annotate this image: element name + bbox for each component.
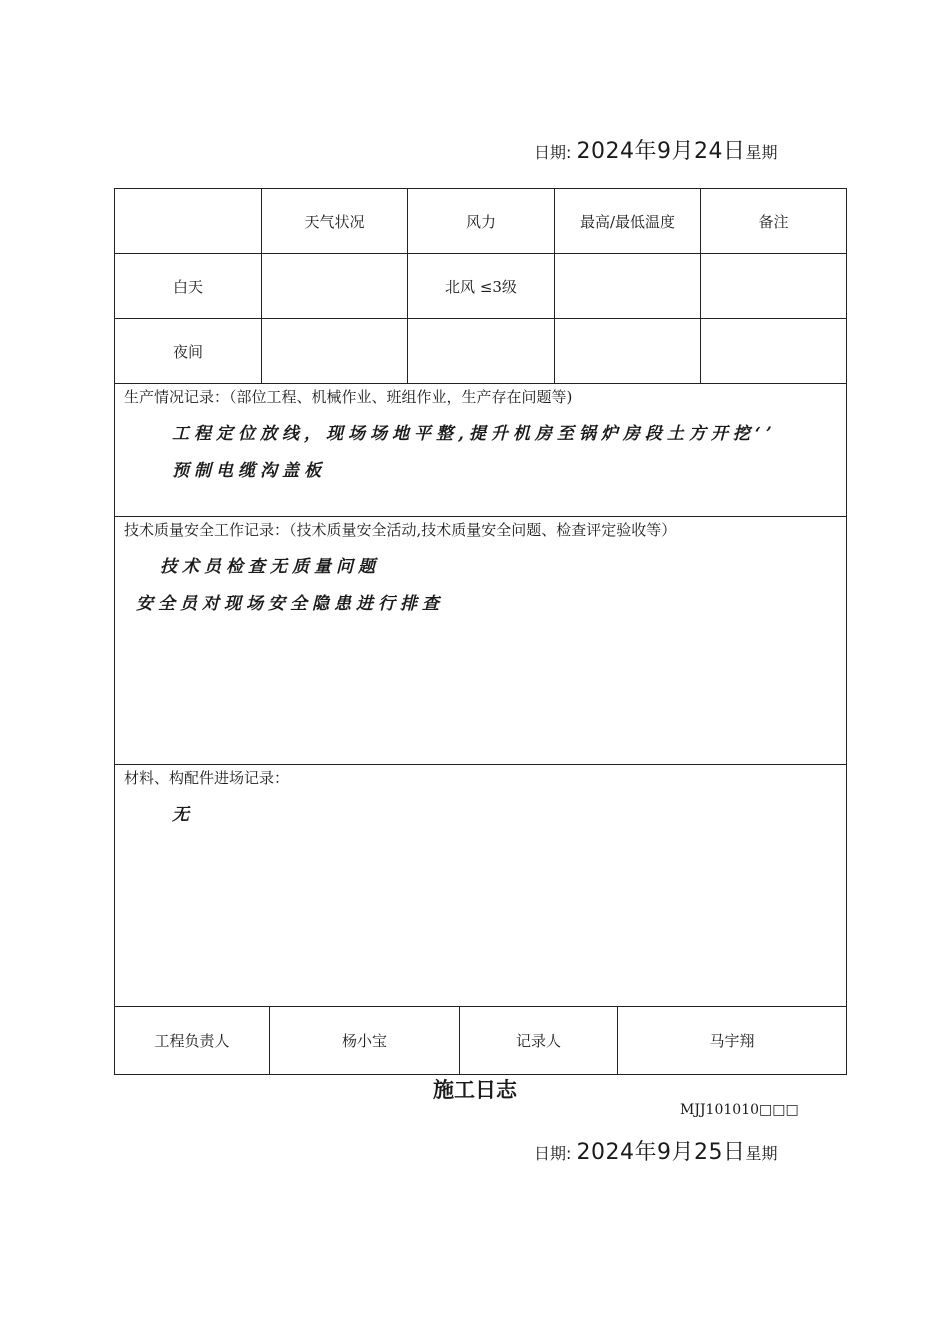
form-code: MJJ101010□□□ (680, 1102, 799, 1118)
weather-row-day-wind: 北风 ≤3级 (408, 254, 555, 319)
production-record-line: 预制电缆沟盖板 (172, 461, 326, 481)
tech-quality-safety-section (114, 516, 847, 765)
date-value: 2024年9月25日 (576, 1140, 746, 1165)
weather-row-night-note (701, 319, 846, 384)
weekday-label: 星期 (745, 143, 778, 162)
page-title: 施工日志 (433, 1078, 517, 1102)
date-value: 2024年9月24日 (576, 139, 746, 164)
weather-table (114, 188, 847, 384)
signoff-table (114, 1006, 847, 1075)
manager-label: 工程负责人 (115, 1007, 270, 1074)
log-date (534, 1135, 778, 1166)
tech-quality-safety-heading: 技术质量安全工作记录：（技术质量安全活动,技术质量安全问题、检查评定验收等） (124, 521, 677, 539)
date-label: 日期: (534, 143, 572, 162)
weather-row-day-note (701, 254, 846, 319)
weather-header-blank (115, 189, 262, 254)
weather-header-temp: 最高/最低温度 (555, 189, 701, 254)
weather-row-night-wind (408, 319, 555, 384)
log-date (534, 134, 778, 165)
date-label: 日期: (534, 1144, 572, 1163)
weekday-label: 星期 (745, 1144, 778, 1163)
materials-entry-line: 无 (172, 805, 194, 825)
materials-entry-heading: 材料、构配件进场记录： (124, 769, 290, 787)
weather-row-night-condition (262, 319, 408, 384)
weather-row-day-condition (262, 254, 408, 319)
weather-header-condition: 天气状况 (262, 189, 408, 254)
recorder-name: 马宇翔 (709, 1032, 755, 1050)
manager-name: 杨小宝 (270, 1007, 460, 1074)
production-record-line: 工程定位放线，现场场地平整,提升机房至锅炉房段土方开挖‘’ (172, 424, 777, 444)
production-record-section (114, 383, 847, 517)
production-record-heading: 生产情况记录：（部位工程、机械作业、班组作业，生产存在问题等) (124, 388, 573, 406)
weather-header-wind: 风力 (408, 189, 555, 254)
weather-row-day-period: 白天 (115, 254, 262, 319)
tech-quality-safety-line: 技术员检查无质量问题 (160, 557, 380, 577)
tech-quality-safety-line: 安全员对现场安全隐患进行排查 (136, 594, 444, 614)
recorder-label: 记录人 (460, 1007, 618, 1074)
weather-row-night-period: 夜间 (115, 319, 262, 384)
weather-row-night-temp (555, 319, 701, 384)
materials-entry-section (114, 764, 847, 1007)
weather-row-day-temp (555, 254, 701, 319)
weather-header-note: 备注 (701, 189, 846, 254)
